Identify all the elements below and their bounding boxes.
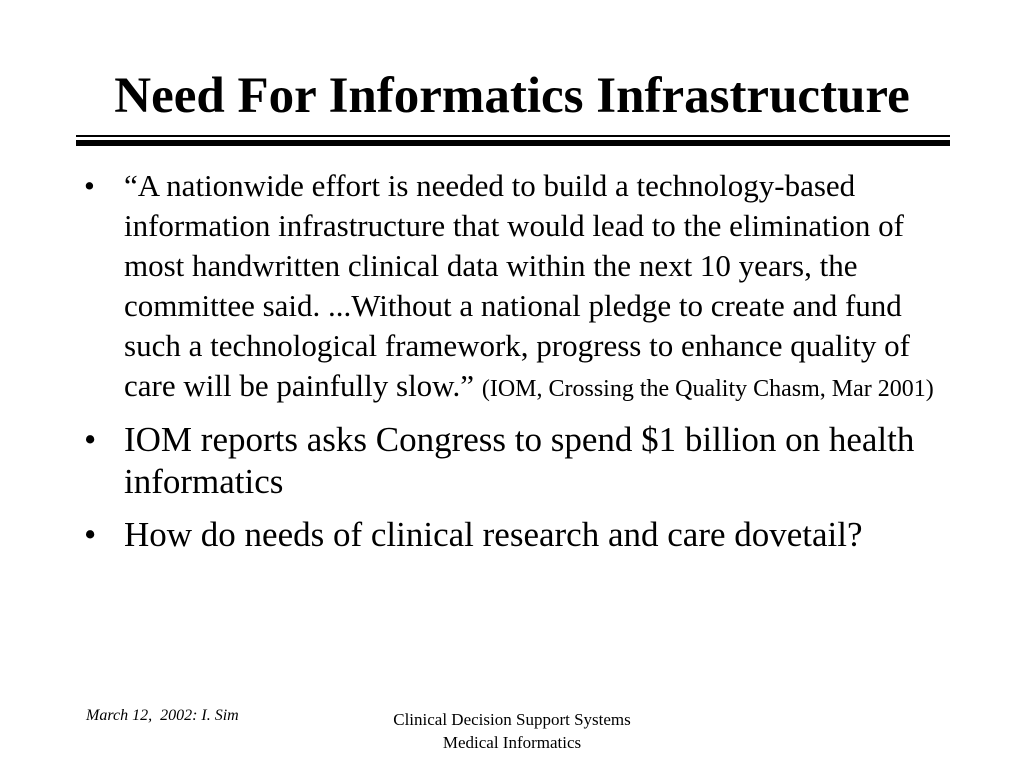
footer-course-line2: Medical Informatics xyxy=(442,733,582,752)
title-divider-thin xyxy=(76,135,950,137)
citation: (IOM, Crossing the Quality Chasm, Mar 2001) xyxy=(481,376,934,402)
bullet-icon: • xyxy=(84,168,95,203)
bullet-item xyxy=(84,514,944,556)
bullet-item xyxy=(84,166,944,409)
footer-date-author: March 12, 2002: I. Sim xyxy=(86,707,239,724)
bullet-item xyxy=(84,419,944,503)
bullet-text: “A nationwide effort is needed to build a technology-based information infrastructure that would lead to the elimination of most handwritten clinical data within the next 10 years, the committee said. ...Without a national pledge to create and fund such a technological framework, progress to enhance quality of care will be painfully slow.” xyxy=(124,168,910,403)
bullet-icon: • xyxy=(84,515,97,554)
footer-course-line1: Clinical Decision Support Systems xyxy=(393,710,631,729)
bullet-list xyxy=(84,166,944,556)
slide-title: Need For Informatics Infrastructure xyxy=(114,68,910,124)
bullet-icon: • xyxy=(84,420,97,459)
title-divider-thick xyxy=(76,140,950,146)
bullet-text: IOM reports asks Congress to spend $1 billion on health informatics xyxy=(124,420,915,501)
footer-course-title xyxy=(362,708,662,754)
bullet-text: How do needs of clinical research and care dovetail? xyxy=(124,515,863,554)
